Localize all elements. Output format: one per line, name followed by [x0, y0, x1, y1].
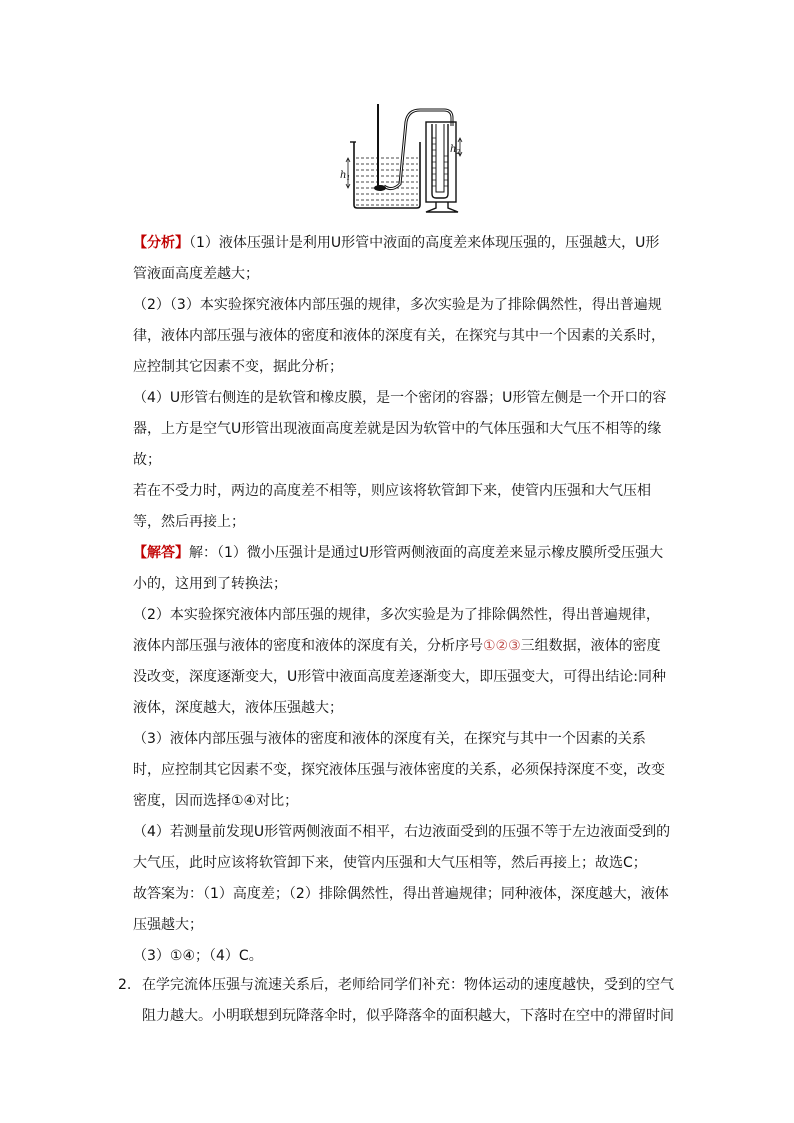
- answer-p1: 【解答】解：（1）微小压强计是通过U形管两侧液面的高度差来显示橡皮膜所受压强大小的，这用到了转换法；: [133, 545, 664, 592]
- answer-p6: （3）①④；（4）C。: [133, 948, 263, 964]
- answer-tag: 【解答】: [133, 545, 189, 561]
- question-2: [118, 970, 678, 1032]
- answer-p3: （3）液体内部压强与液体的密度和液体的深度有关，在探究与其中一个因素的关系时，应控制其它因素不变，探究液体压强与液体密度的关系，必须保持深度不变，改变密度，因而选择①④对比；: [133, 731, 665, 809]
- answer-p4: （4）若测量前发现U形管两侧液面不相平，右边液面受到的压强不等于左边液面受到的大气压，此时应该将软管卸下来，使管内压强和大气压相等，然后再接上；故选C；: [133, 824, 671, 871]
- sequence-numbers: ①②③: [483, 638, 521, 654]
- question-text: 在学完流体压强与流速关系后，老师给同学们补充：物体运动的速度越快，受到的空气阻力越大。小明联想到玩降落伞时，似乎降落伞的面积越大，下落时在空中的滞留时间: [142, 977, 674, 1024]
- manometer-liquid: [432, 138, 448, 186]
- pressure-gauge-figure: [340, 100, 470, 215]
- label-h1: $h_1$: [340, 170, 351, 182]
- beaker: [354, 142, 420, 208]
- liquid: [356, 158, 418, 205]
- label-h2: $h_2$: [450, 144, 461, 156]
- u-tube: [432, 124, 448, 198]
- question-number: 2.: [118, 977, 132, 993]
- analysis-tag: 【分析】: [133, 235, 189, 251]
- answer-p5: 故答案为：（1）高度差；（2）排除偶然性，得出普遍规律；同种液体，深度越大，液体压强越大；: [133, 886, 669, 933]
- manometer-stand: [426, 202, 458, 212]
- analysis-p1: 【分析】（1）液体压强计是利用U形管中液面的高度差来体现压强的，压强越大，U形管液面高度差越大；: [133, 235, 660, 282]
- manometer-board: [426, 122, 456, 202]
- analysis-p4: 若在不受力时，两边的高度差不相等，则应该将软管卸下来，使管内压强和大气压相等，然后再接上；: [133, 483, 651, 530]
- analysis-p2: （2）（3）本实验探究液体内部压强的规律，多次实验是为了排除偶然性，得出普遍规律，液体内部压强与液体的密度和液体的深度有关，在探究与其中一个因素的关系时，应控制其它因素不变，据此分析；: [133, 297, 665, 375]
- answer-p2: （2）本实验探究液体内部压强的规律，多次实验是为了排除偶然性，得出普遍规律，液体内部压强与液体的密度和液体的深度有关，分析序号①②③三组数据，液体的密度没改变，深度逐渐变大，U形管中液面高度差逐渐变大，即压强变大，可得出结论:同种液体，深度越大，液体压强越大；: [133, 607, 666, 716]
- analysis-p3: （4）U形管右侧连的是软管和橡皮膜，是一个密闭的容器；U形管左侧是一个开口的容器，上方是空气U形管出现液面高度差就是因为软管中的气体压强和大气压不相等的缘故；: [133, 390, 667, 468]
- probe-membrane: [374, 185, 386, 191]
- solution-content: [133, 228, 673, 972]
